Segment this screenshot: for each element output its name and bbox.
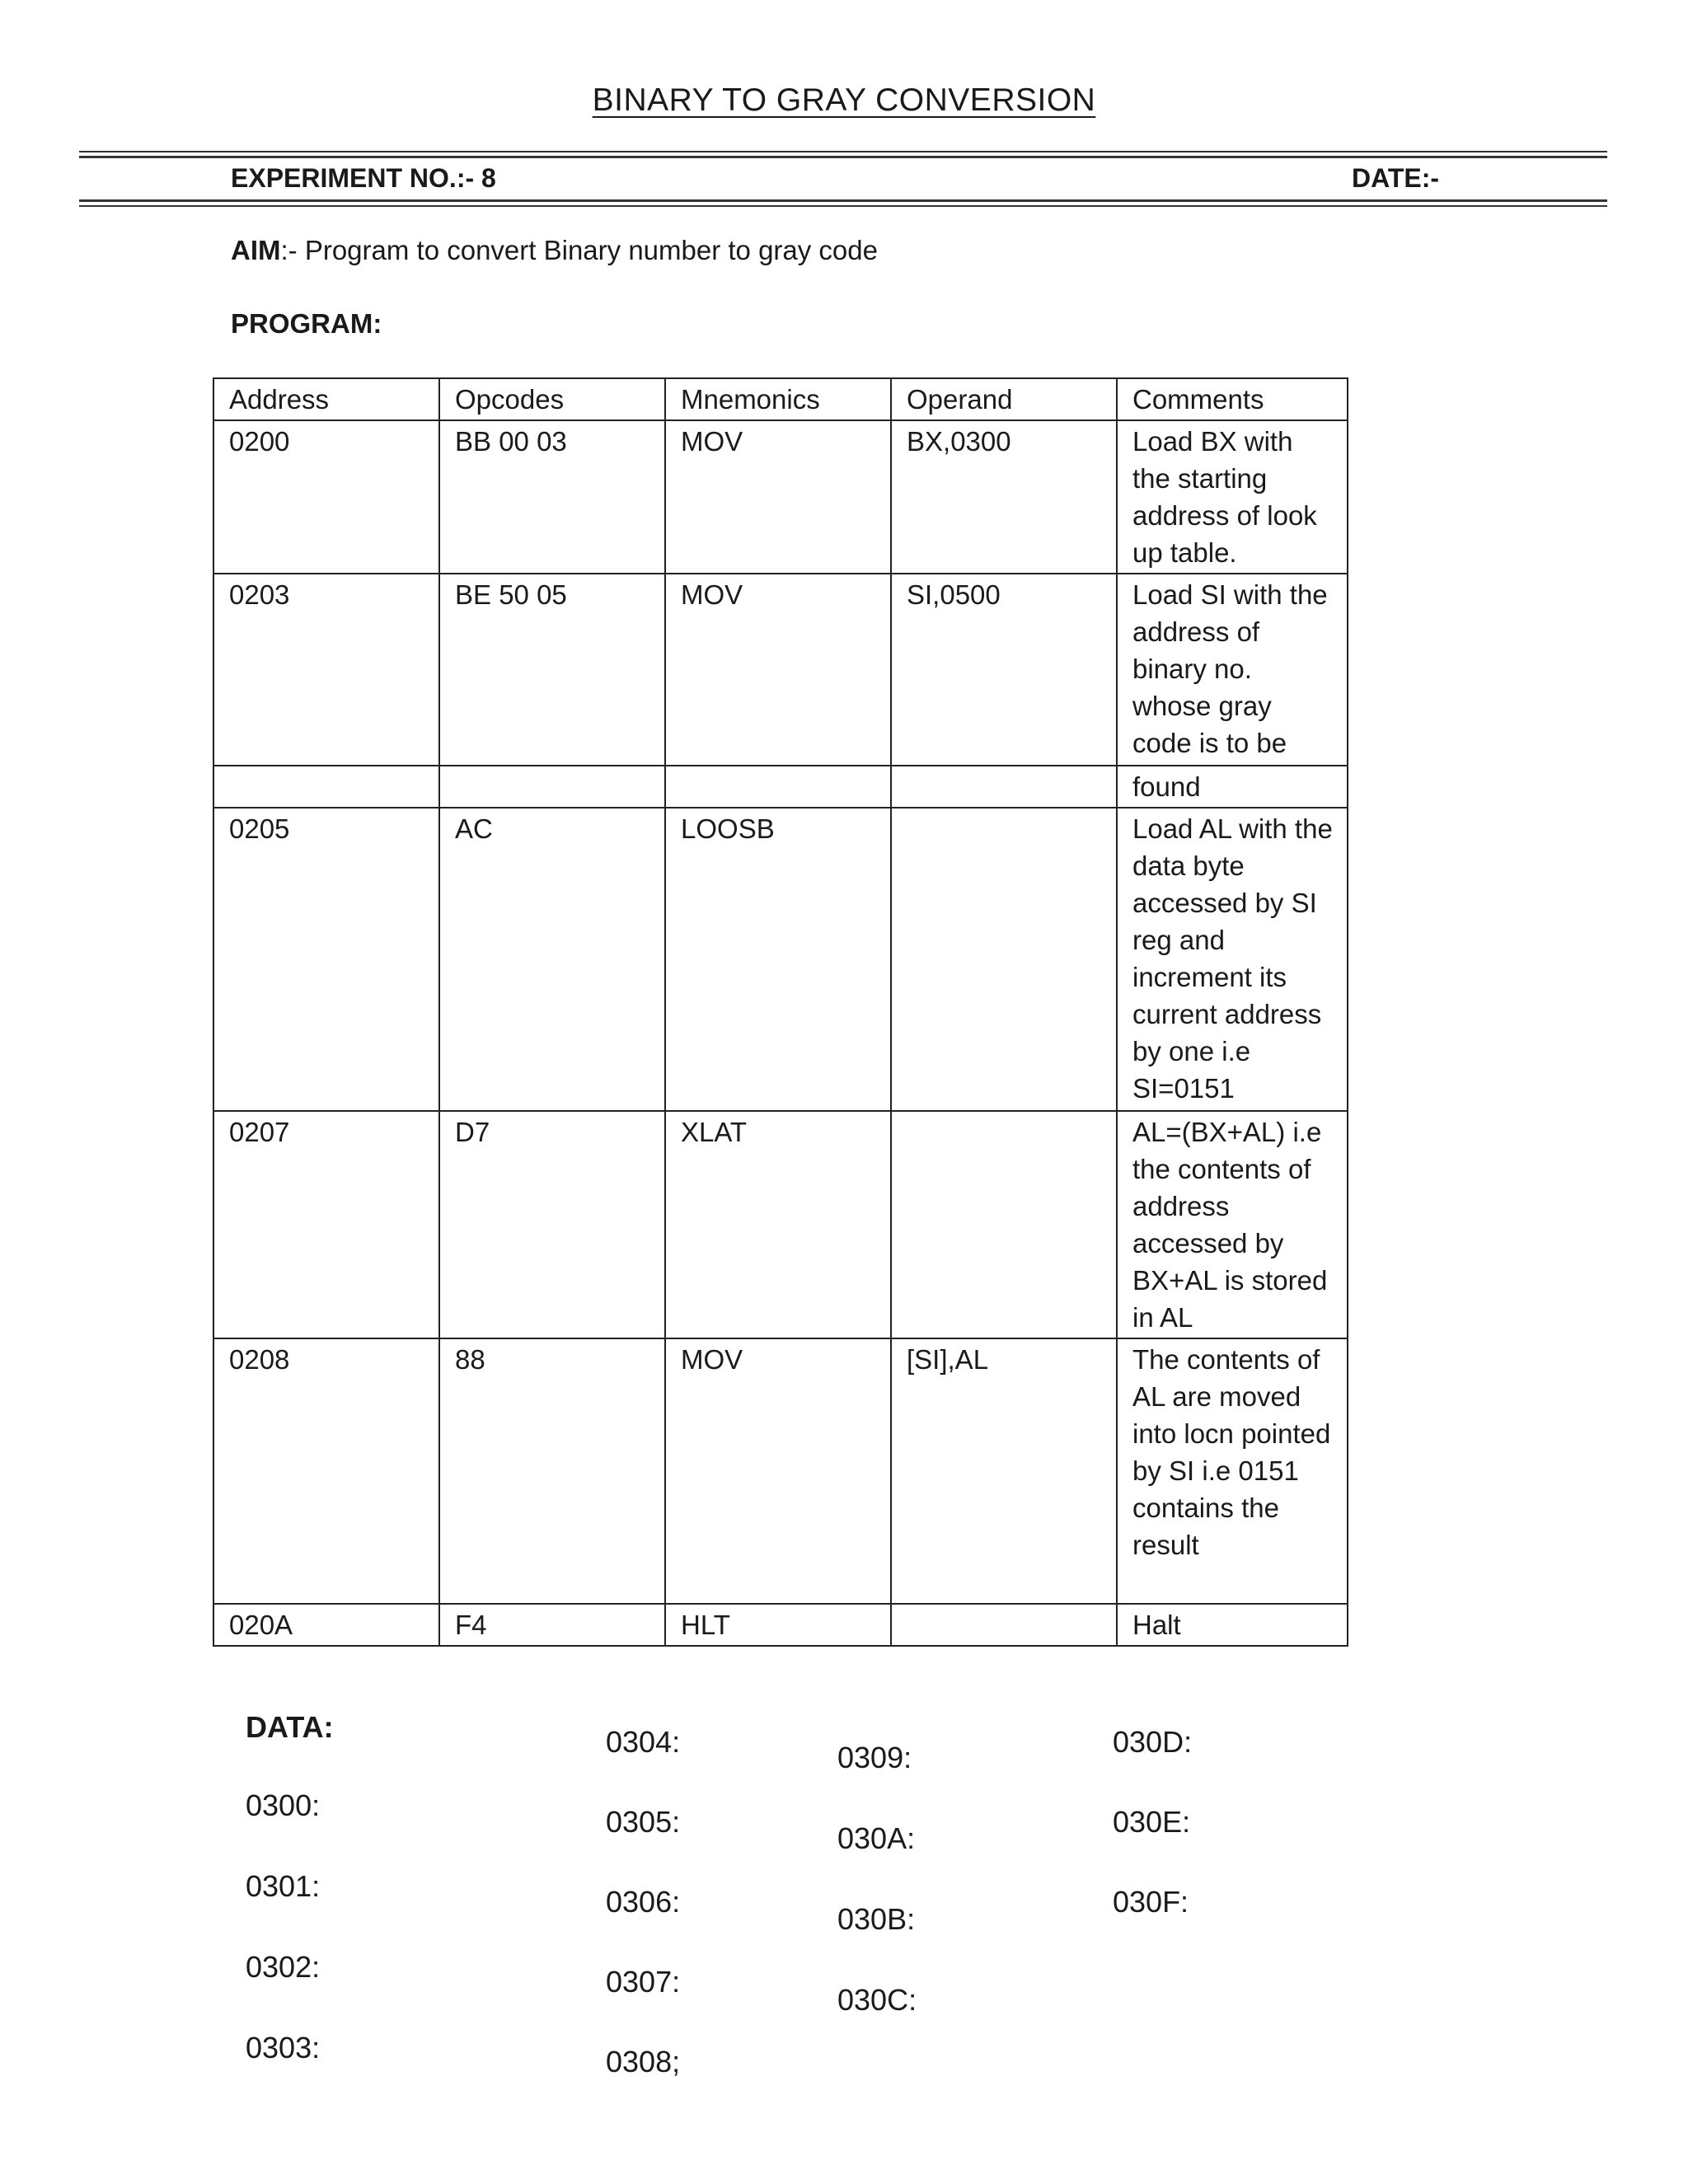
cell-comment: The contents of AL are moved into locn pointed by SI i.e 0151 contains the result — [1117, 1338, 1348, 1604]
table-header-row — [213, 378, 1348, 420]
cell-opcode — [439, 766, 665, 808]
cell-mnemonic: MOV — [665, 574, 891, 766]
cell-comment: Load SI with the address of binary no. whose gray code is to be — [1117, 574, 1348, 766]
cell-opcode: AC — [439, 808, 665, 1111]
header-operand: Operand — [891, 378, 1117, 420]
memory-location: 0301: — [246, 1869, 321, 1903]
aim-statement — [231, 235, 878, 266]
memory-location: 030A: — [837, 1821, 916, 1855]
cell-address: 0208 — [213, 1338, 439, 1604]
memory-location: 0309: — [837, 1741, 912, 1774]
table-row — [213, 1111, 1348, 1338]
cell-comment: Load BX with the starting address of look up table. — [1117, 420, 1348, 574]
cell-address: 0203 — [213, 574, 439, 766]
header-rule-top-double — [79, 156, 1607, 158]
cell-address: 0207 — [213, 1111, 439, 1338]
aim-text: :- Program to convert Binary number to gray code — [280, 235, 878, 265]
memory-location: 0300: — [246, 1788, 321, 1822]
cell-mnemonic: HLT — [665, 1604, 891, 1646]
date-label: DATE:- — [1352, 163, 1440, 193]
memory-location: 0305: — [606, 1805, 681, 1839]
header-rule-top — [79, 151, 1607, 152]
table-row — [213, 420, 1348, 574]
header-rule-bottom-double — [79, 205, 1607, 207]
table-row — [213, 766, 1348, 808]
data-heading: DATA: — [246, 1710, 334, 1744]
cell-opcode: F4 — [439, 1604, 665, 1646]
cell-operand: SI,0500 — [891, 574, 1117, 766]
cell-address: 0200 — [213, 420, 439, 574]
cell-operand — [891, 1111, 1117, 1338]
cell-address: 020A — [213, 1604, 439, 1646]
memory-location: 0302: — [246, 1950, 321, 1984]
table-row — [213, 808, 1348, 1111]
memory-location: 0303: — [246, 2031, 321, 2064]
cell-operand — [891, 766, 1117, 808]
cell-comment: Load AL with the data byte accessed by SI reg and increment its current address by one i.e SI=0151 — [1117, 808, 1348, 1111]
cell-address — [213, 766, 439, 808]
header-opcodes: Opcodes — [439, 378, 665, 420]
memory-location: 0307: — [606, 1965, 681, 1999]
table-row — [213, 1338, 1348, 1604]
experiment-number: EXPERIMENT NO.:- 8 — [231, 163, 496, 193]
cell-mnemonic — [665, 766, 891, 808]
cell-operand — [891, 1604, 1117, 1646]
cell-mnemonic: MOV — [665, 420, 891, 574]
aim-label: AIM — [231, 235, 281, 265]
memory-location: 0304: — [606, 1725, 681, 1759]
memory-location: 0306: — [606, 1885, 681, 1919]
memory-location: 0308; — [606, 2045, 681, 2079]
table-row — [213, 1604, 1348, 1646]
cell-operand: BX,0300 — [891, 420, 1117, 574]
memory-location: 030B: — [837, 1902, 916, 1936]
cell-comment: found — [1117, 766, 1348, 808]
document-title: BINARY TO GRAY CONVERSION — [592, 82, 1096, 118]
header-address: Address — [213, 378, 439, 420]
header-rule-bottom — [79, 199, 1607, 202]
memory-location: 030E: — [1113, 1805, 1191, 1839]
cell-opcode: BE 50 05 — [439, 574, 665, 766]
program-heading: PROGRAM: — [231, 308, 382, 339]
cell-address: 0205 — [213, 808, 439, 1111]
table-row — [213, 574, 1348, 766]
cell-operand: [SI],AL — [891, 1338, 1117, 1604]
memory-location: 030C: — [837, 1983, 917, 2017]
header-comments: Comments — [1117, 378, 1348, 420]
memory-location: 030D: — [1113, 1725, 1193, 1759]
memory-location: 030F: — [1113, 1885, 1189, 1919]
cell-mnemonic: MOV — [665, 1338, 891, 1604]
cell-opcode: D7 — [439, 1111, 665, 1338]
cell-opcode: BB 00 03 — [439, 420, 665, 574]
cell-comment: AL=(BX+AL) i.e the contents of address accessed by BX+AL is stored in AL — [1117, 1111, 1348, 1338]
header-mnemonics: Mnemonics — [665, 378, 891, 420]
cell-opcode: 88 — [439, 1338, 665, 1604]
cell-operand — [891, 808, 1117, 1111]
cell-comment: Halt — [1117, 1604, 1348, 1646]
cell-mnemonic: XLAT — [665, 1111, 891, 1338]
cell-mnemonic: LOOSB — [665, 808, 891, 1111]
program-table — [213, 377, 1348, 1647]
